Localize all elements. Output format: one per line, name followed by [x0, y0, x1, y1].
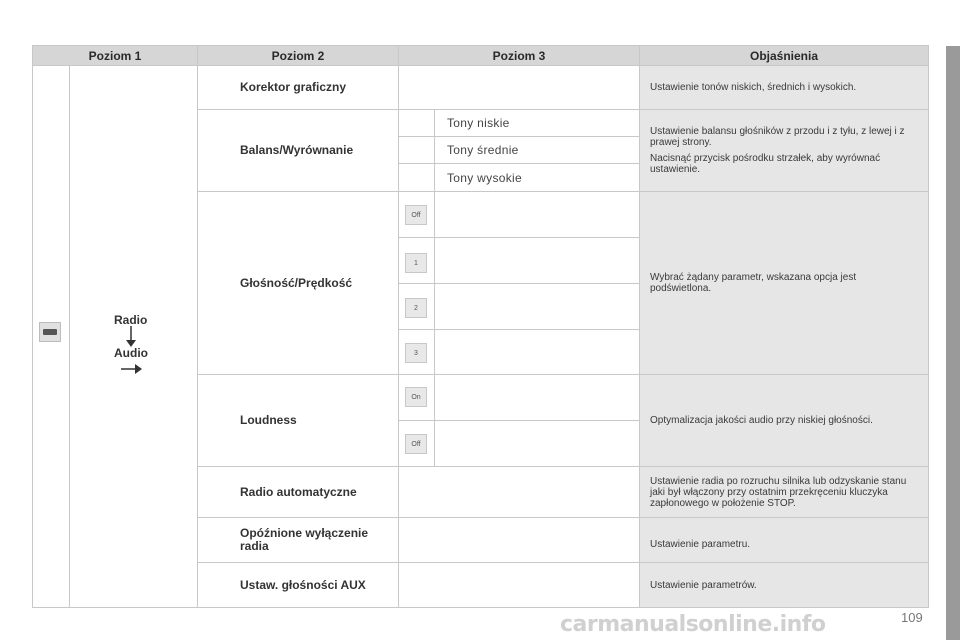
glosnosc-option-2[interactable]: 2: [405, 298, 427, 318]
row-radio-auto-level3: [398, 466, 640, 518]
glosnosc-option-off[interactable]: Off: [405, 205, 427, 225]
row-opoznione-explanation: [639, 517, 929, 563]
menu-key-icon[interactable]: [39, 322, 61, 342]
balans-explanation-1: Ustawienie balansu głośników z przodu i z tyłu, z lewej i z prawej strony.: [650, 126, 905, 148]
aux-explanation-text: Ustawienie parametrów.: [650, 579, 757, 591]
balans-option-high[interactable]: Tony wysokie: [434, 163, 640, 192]
glosnosc-opt-off-cell: [398, 191, 435, 238]
balans-option-low[interactable]: Tony niskie: [434, 109, 640, 137]
row-korektor-explanation: [639, 65, 929, 110]
glosnosc-opt-1-blank: [434, 237, 640, 284]
level1-radio-label[interactable]: Radio: [114, 313, 148, 327]
row-aux-label[interactable]: Ustaw. głośności AUX: [197, 562, 399, 608]
arrow-right-icon: [121, 363, 143, 375]
level1-audio-label[interactable]: Audio: [114, 346, 148, 360]
menu-key-glyph: [43, 329, 57, 335]
row-korektor-label[interactable]: Korektor graficzny: [197, 65, 399, 110]
header-level2: Poziom 2: [197, 45, 399, 66]
page-number: 109: [901, 610, 923, 625]
row-opoznione-label[interactable]: Opóźnione wyłączenie radia: [197, 517, 399, 563]
glosnosc-opt-3-blank: [434, 329, 640, 375]
loudness-option-off[interactable]: Off: [405, 434, 427, 454]
header-explanations: Objaśnienia: [639, 45, 929, 66]
loudness-opt-on-blank: [434, 374, 640, 421]
glosnosc-option-1[interactable]: 1: [405, 253, 427, 273]
glosnosc-opt-2-blank: [434, 283, 640, 330]
balans-option-mid[interactable]: Tony średnie: [434, 136, 640, 164]
glosnosc-explanation-text: Wybrać żądany parametr, wskazana opcja jest podświetlona.: [650, 272, 857, 294]
glosnosc-opt-off-blank: [434, 191, 640, 238]
glosnosc-opt-1-cell: [398, 237, 435, 284]
opoznione-explanation-text: Ustawienie parametru.: [650, 538, 751, 550]
glosnosc-opt-3-cell: [398, 329, 435, 375]
watermark: carmanualsonline.info: [560, 612, 826, 637]
arrow-down-icon: [125, 326, 137, 348]
row-korektor-level3: [398, 65, 640, 110]
balans-opt1-spacer: [398, 109, 435, 137]
row-balans-label[interactable]: Balans/Wyrównanie: [197, 109, 399, 192]
row-opoznione-level3: [398, 517, 640, 563]
balans-opt3-spacer: [398, 163, 435, 192]
row-radio-auto-explanation: [639, 466, 929, 518]
row-glosnosc-explanation: [639, 191, 929, 375]
radio-auto-explanation-text: Ustawienie radia po rozruchu silnika lub odzyskanie stanu jaki był włączony przy ostatnim przekręceniu kluczyka zapłonowego w położenie STOP.: [650, 475, 907, 509]
row-glosnosc-label[interactable]: Głośność/Prędkość: [197, 191, 399, 375]
row-radio-auto-label[interactable]: Radio automatyczne: [197, 466, 399, 518]
row-loudness-explanation: [639, 374, 929, 467]
loudness-option-on[interactable]: On: [405, 387, 427, 407]
balans-opt2-spacer: [398, 136, 435, 164]
header-level3: Poziom 3: [398, 45, 640, 66]
loudness-opt-off-blank: [434, 420, 640, 467]
korektor-explanation-text: Ustawienie tonów niskich, średnich i wysokich.: [650, 82, 857, 93]
balans-explanation-2: Nacisnąć przycisk pośrodku strzałek, aby wyrównać ustawienie.: [650, 153, 881, 175]
glosnosc-opt-2-cell: [398, 283, 435, 330]
glosnosc-option-3[interactable]: 3: [405, 343, 427, 363]
loudness-opt-on-cell: [398, 374, 435, 421]
loudness-explanation-text: Optymalizacja jakości audio przy niskiej głośności.: [650, 415, 873, 426]
row-aux-explanation: [639, 562, 929, 608]
header-level1: Poziom 1: [32, 45, 198, 66]
row-balans-explanation: [639, 109, 929, 192]
row-loudness-label[interactable]: Loudness: [197, 374, 399, 467]
row-aux-level3: [398, 562, 640, 608]
loudness-opt-off-cell: [398, 420, 435, 467]
